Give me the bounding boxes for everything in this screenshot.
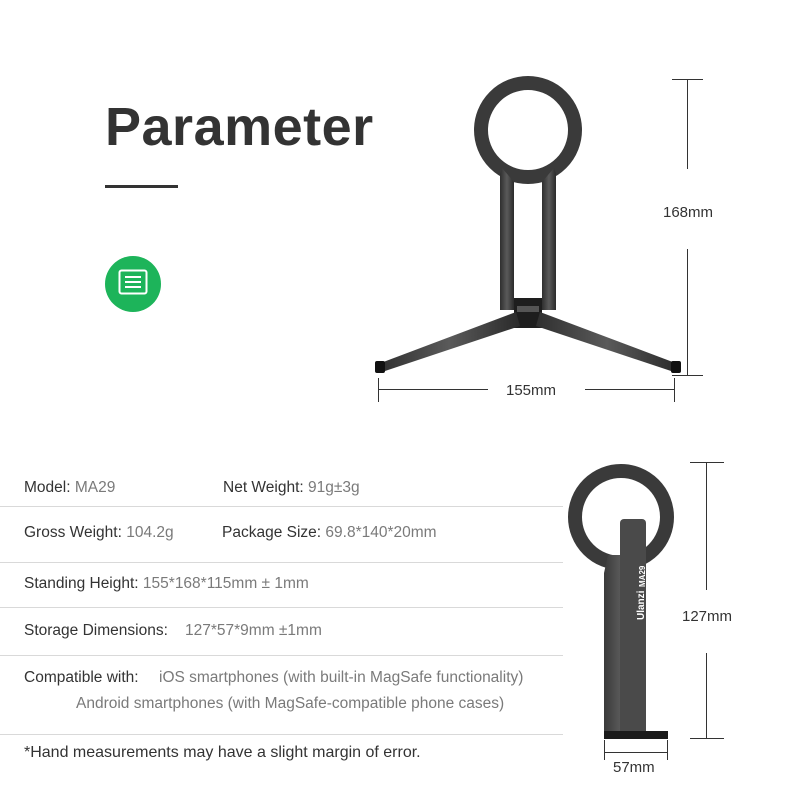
folded-brand-text: Ulanzi: [636, 590, 647, 620]
height-dimension-label: 168mm: [663, 204, 714, 221]
model-spec: [24, 479, 115, 497]
package-size-spec: [222, 524, 437, 542]
height-dimension-line-upper: [687, 79, 688, 169]
height-dimension-line-lower: [687, 249, 688, 375]
package-size-value: 69.8*140*20mm: [325, 524, 437, 541]
spec-row-compatible: [0, 656, 563, 735]
spec-table: [0, 464, 563, 735]
folded-width-label: 57mm: [613, 759, 655, 776]
model-label: Model:: [24, 479, 71, 496]
folded-model-text: MA29: [638, 565, 647, 587]
compatible-android: Android smartphones (with MagSafe-compatible phone cases): [76, 695, 505, 712]
folded-width-line: [604, 752, 667, 753]
gross-weight-spec: [24, 524, 174, 542]
folded-height-tick-top: [690, 462, 724, 463]
net-weight-value: 91g±3g: [308, 479, 360, 496]
page-title: Parameter: [105, 97, 374, 157]
width-dimension-line-right: [585, 389, 674, 390]
folded-height-line-lower: [706, 653, 707, 738]
spec-row-model: [0, 464, 563, 507]
spec-row-weight: [0, 507, 563, 563]
compatible-ios: iOS smartphones (with built-in MagSafe functionality): [159, 669, 524, 686]
gross-weight-value: 104.2g: [126, 524, 174, 541]
stand-folded-image: [568, 455, 678, 745]
compatible-label: Compatible with:: [24, 669, 139, 686]
width-dimension-tick-right: [674, 378, 675, 402]
width-dimension-tick-left: [378, 378, 379, 402]
folded-height-line-upper: [706, 462, 707, 590]
net-weight-label: Net Weight:: [223, 479, 304, 496]
standing-height-value: 155*168*115mm ± 1mm: [142, 575, 309, 592]
net-weight-spec: [223, 479, 360, 497]
parameter-badge: [105, 256, 161, 312]
measurement-footnote: *Hand measurements may have a slight margin of error.: [24, 744, 421, 761]
storage-dimensions-label: Storage Dimensions:: [24, 622, 168, 639]
document-list-icon: [118, 269, 148, 300]
height-dimension-tick-bottom: [672, 375, 703, 376]
width-dimension-label: 155mm: [506, 382, 557, 399]
standing-height-spec: [24, 575, 309, 593]
spec-row-standing-height: [0, 563, 563, 608]
folded-height-label: 127mm: [682, 608, 733, 625]
spec-row-storage: [0, 608, 563, 656]
width-dimension-line-left: [378, 389, 488, 390]
standing-height-label: Standing Height:: [24, 575, 139, 592]
title-underline: [105, 185, 178, 188]
model-value: MA29: [74, 479, 116, 496]
storage-dimensions-value: 127*57*9mm ±1mm: [185, 622, 322, 639]
package-size-label: Package Size:: [222, 524, 322, 541]
gross-weight-label: Gross Weight:: [24, 524, 122, 541]
folded-width-tick-left: [604, 740, 605, 760]
folded-height-tick-bottom: [690, 738, 724, 739]
stand-standing-image: [360, 70, 700, 410]
folded-width-tick-right: [667, 740, 668, 760]
